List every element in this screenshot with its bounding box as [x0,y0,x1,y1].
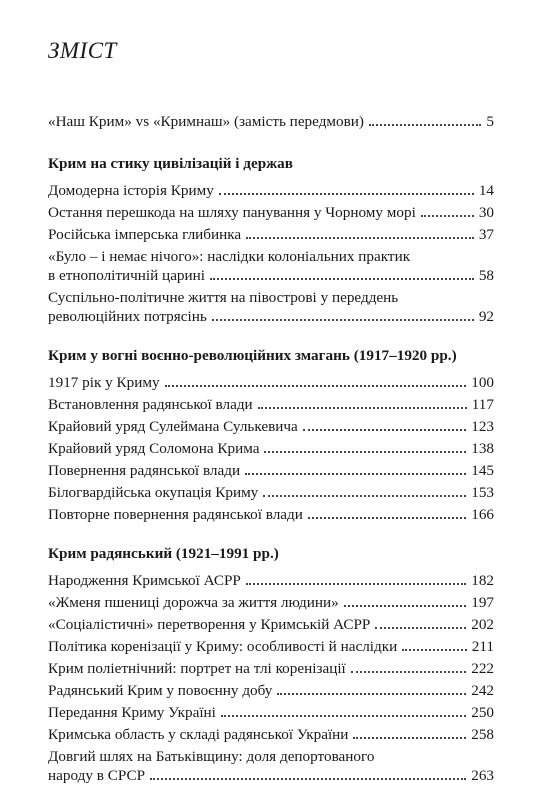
toc-entry-page: 182 [471,572,494,589]
toc-entry-title: «Жменя пшениці дорожча за життя людини» [48,594,339,611]
toc-entry-page: 258 [471,726,494,743]
toc-entry-title: 1917 рік у Криму [48,374,160,391]
dot-leader [303,429,466,431]
toc-entry-page: 92 [478,308,494,325]
toc-entry-page: 211 [471,638,494,655]
toc-entry-title: Кримська область у складі радянської України [48,726,349,743]
toc-entry-page: 30 [478,204,494,221]
dot-leader [308,517,466,519]
toc-entry-title: Домодерна історія Криму [48,182,214,199]
toc-entry-page: 153 [471,484,494,501]
dot-leader [221,715,466,717]
toc-entry[interactable] [48,725,494,744]
dot-leader [263,495,466,497]
toc-entry-title-line2: в етнополітичній царині [48,267,205,284]
toc-entry-title-line1: «Було – і немає нічого»: наслідки колоніальних практик [48,248,411,265]
toc-entry-title: Крайовий уряд Соломона Крима [48,440,260,457]
toc-entry-multiline[interactable] [48,247,494,285]
toc-entry-page: 242 [471,682,494,699]
toc-entry-title: Крим поліетнічний: портрет на тлі коренізації [48,660,346,677]
toc-entry-page: 100 [471,374,494,391]
toc-entry-intro[interactable] [48,112,494,131]
toc-entry[interactable] [48,225,494,244]
toc-entry[interactable] [48,439,494,458]
toc-entry[interactable] [48,659,494,678]
toc-entry-page: 263 [471,767,494,784]
toc-entry[interactable] [48,181,494,200]
toc-entry-page: 37 [478,226,494,243]
toc-entry-page: 250 [471,704,494,721]
toc-entry-title-line1: Довгий шлях на Батьківщину: доля депортованого [48,748,375,765]
page-title: ЗМІСТ [48,38,117,63]
toc-entry[interactable] [48,395,494,414]
toc-entry-title: Білогвардійська окупація Криму [48,484,259,501]
toc-entry-page: 145 [471,462,494,479]
dot-leader [402,649,467,651]
dot-leader [210,278,474,280]
toc-entry-page: 14 [478,182,494,199]
dot-leader [246,583,466,585]
dot-leader [219,193,474,195]
table-of-contents [48,112,494,788]
toc-entry-multiline[interactable] [48,747,494,785]
dot-leader [264,451,466,453]
dot-leader [258,407,467,409]
section-heading: Крим у вогні воєнно-революційних змагань (1917–1920 рр.) [48,347,457,364]
toc-entry-page: 117 [471,396,494,413]
toc-entry-page: 5 [486,113,494,130]
toc-entry-title-line1: Суспільно-політичне життя на півострові у переддень [48,289,399,306]
section-heading: Крим радянський (1921–1991 рр.) [48,545,279,562]
dot-leader [165,385,467,387]
dot-leader [245,473,466,475]
toc-entry-title: «Наш Крим» vs «Кримнаш» (замість передмови) [48,113,364,130]
toc-entry-title: Російська імперська глибинка [48,226,242,243]
toc-entry-title: Радянський Крим у повоєнну добу [48,682,273,699]
toc-entry-title: Передання Криму Україні [48,704,216,721]
dot-leader [212,319,474,321]
toc-entry-page: 58 [478,267,494,284]
toc-entry-multiline[interactable] [48,288,494,326]
toc-entry-title-line2: народу в СРСР [48,767,146,784]
toc-entry-title: «Соціалістичні» перетворення у Кримській АСРР [48,616,371,633]
toc-entry[interactable] [48,703,494,722]
toc-entry[interactable] [48,681,494,700]
toc-entry[interactable] [48,203,494,222]
toc-entry-title: Повернення радянської влади [48,462,241,479]
toc-entry-title: Повторне повернення радянської влади [48,506,303,523]
toc-entry-page: 138 [471,440,494,457]
dot-leader [277,693,466,695]
dot-leader [351,671,466,673]
toc-entry[interactable] [48,637,494,656]
toc-entry[interactable] [48,373,494,392]
toc-entry-title: Крайовий уряд Сулеймана Сулькевича [48,418,298,435]
toc-entry[interactable] [48,615,494,634]
toc-entry[interactable] [48,461,494,480]
toc-entry-page: 222 [471,660,494,677]
toc-entry-page: 123 [471,418,494,435]
toc-entry-title-line2: революційних потрясінь [48,308,207,325]
toc-entry[interactable] [48,505,494,524]
toc-entry-title: Народження Кримської АСРР [48,572,241,589]
dot-leader [421,215,474,217]
toc-entry-title: Встановлення радянської влади [48,396,253,413]
toc-entry[interactable] [48,593,494,612]
dot-leader [353,737,466,739]
toc-entry[interactable] [48,483,494,502]
toc-entry[interactable] [48,571,494,590]
dot-leader [375,627,466,629]
toc-entry[interactable] [48,417,494,436]
toc-entry-title: Остання перешкода на шляху панування у Чорному морі [48,204,416,221]
toc-entry-page: 166 [471,506,494,523]
dot-leader [344,605,466,607]
dot-leader [369,124,481,126]
toc-entry-page: 197 [471,594,494,611]
toc-entry-page: 202 [471,616,494,633]
toc-entry-title: Політика коренізації у Криму: особливості й наслідки [48,638,398,655]
section-heading: Крим на стику цивілізацій і держав [48,155,293,172]
dot-leader [246,237,474,239]
dot-leader [150,778,466,780]
